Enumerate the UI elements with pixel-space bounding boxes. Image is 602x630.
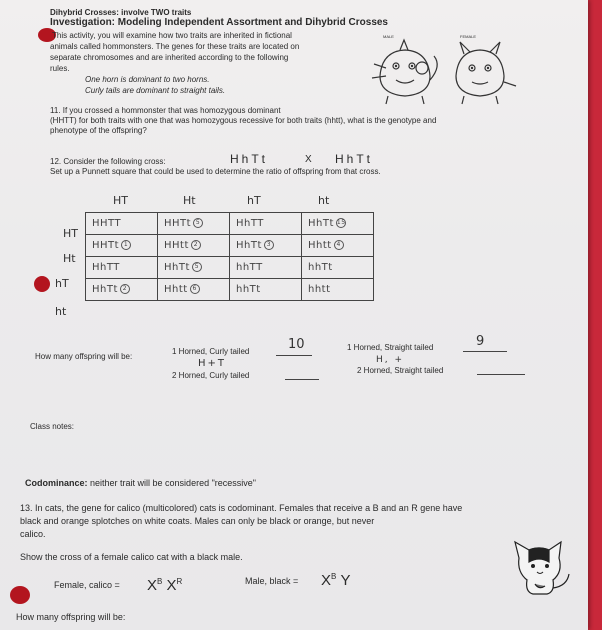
q11-line-3: phenotype of the offspring?: [50, 126, 147, 135]
punnett-cell: Hhtt 4: [302, 235, 374, 257]
answer-blank: [477, 374, 525, 375]
class-notes-label: Class notes:: [30, 422, 75, 431]
q13-how-many: How many offspring will be:: [16, 612, 126, 622]
q13-line-1: 13. In cats, the gene for calico (multicolored) cats is codominant. Females that receive a B and an R gene have: [20, 503, 463, 513]
q13-line-3: calico.: [20, 529, 46, 539]
answer-blank: [463, 351, 507, 352]
q11-line-2: (HHTT) for both traits with one that was homozygous recessive for both traits (hhtt), what is the genotype and: [50, 116, 437, 125]
cross-right: HhTt: [335, 152, 374, 166]
cross-left: HhTt: [230, 152, 269, 166]
offspring-a-label: 1 Horned, Curly tailed: [172, 347, 250, 356]
female-label: FEMALE: [460, 34, 477, 39]
punnett-cell: Hhtt 6: [158, 279, 230, 301]
codominance-label: Codominance:: [25, 478, 88, 488]
title-line2: Investigation: Modeling Independent Assortment and Dihybrid Crosses: [50, 17, 388, 28]
red-dot-marker: [34, 276, 50, 292]
punnett-cell: HHTt 1: [86, 235, 158, 257]
punnett-cell: HHTT: [86, 213, 158, 235]
punnett-cell: HhTt 5: [158, 257, 230, 279]
q13-line-2: black and orange splotches on white coats. Males can only be black or orange, but never: [20, 516, 375, 526]
offspring-a-note: H+T: [198, 358, 227, 369]
title-line1: Dihybrid Crosses: involve TWO traits: [50, 8, 192, 17]
answer-blank: [276, 355, 312, 356]
punnett-col-header: HT: [113, 194, 128, 207]
hommonster-illustration: [360, 36, 520, 108]
punnett-col-header: Ht: [183, 194, 196, 207]
offspring-question: How many offspring will be:: [35, 352, 133, 361]
q12-setup: Set up a Punnett square that could be used to determine the ratio of offspring from that cross.: [50, 167, 381, 176]
codominance-line: [25, 478, 256, 489]
punnett-row-header: HT: [63, 227, 78, 240]
q13-show: Show the cross of a female calico cat with a black male.: [20, 552, 243, 562]
q12-prompt: 12. Consider the following cross:: [50, 157, 166, 166]
male-genotype: $X^B$ Y: [321, 572, 351, 589]
punnett-row-header: hT: [55, 277, 69, 290]
female-genotype: $X^B$ $X^R$: [147, 577, 183, 594]
punnett-cell: HhTt 3: [230, 235, 302, 257]
answer-blank: [285, 379, 319, 380]
cross-x: X: [305, 154, 312, 165]
punnett-cell: HhTT: [86, 257, 158, 279]
punnett-square: [85, 212, 374, 301]
rule-1: One horn is dominant to two horns.: [85, 75, 210, 84]
codominance-text: neither trait will be considered "recessive": [87, 478, 256, 488]
punnett-cell: HhTT: [230, 213, 302, 235]
punnett-col-header: hT: [247, 194, 261, 207]
rule-2: Curly tails are dominant to straight tails.: [85, 86, 226, 95]
offspring-c-label: 1 Horned, Straight tailed: [347, 343, 434, 352]
punnett-cell: hhTt: [230, 279, 302, 301]
q11-line-1: 11. If you crossed a hommonster that was homozygous dominant: [50, 106, 281, 115]
punnett-cell: hhtt: [302, 279, 374, 301]
red-dot-marker: [10, 586, 30, 604]
intro-line-1: This activity, you will examine how two traits are inherited in fictional: [52, 31, 292, 40]
offspring-b-label: 2 Horned, Curly tailed: [172, 371, 250, 380]
punnett-cell: HhTt 2: [86, 279, 158, 301]
punnett-row-header: ht: [55, 305, 67, 318]
punnett-col-header: ht: [318, 194, 330, 207]
punnett-cell: HhTt 15: [302, 213, 374, 235]
male-label: Male, black =: [245, 576, 299, 586]
female-label: Female, calico =: [54, 580, 120, 590]
offspring-a-answer: 10: [288, 337, 305, 352]
offspring-d-label: 2 Horned, Straight tailed: [357, 366, 444, 375]
punnett-cell: HHTt 5: [158, 213, 230, 235]
offspring-c-note: H, +: [376, 355, 405, 365]
intro-line-3: separate chromosomes and are inherited according to the following: [50, 53, 289, 62]
calico-cat-illustration: [505, 528, 575, 598]
male-label: MALE: [383, 34, 394, 39]
punnett-row-header: Ht: [63, 252, 76, 265]
punnett-cell: HHtt 2: [158, 235, 230, 257]
offspring-c-answer: 9: [476, 334, 485, 349]
intro-line-4: rules.: [50, 64, 70, 73]
punnett-cell: hhTT: [230, 257, 302, 279]
intro-line-2: animals called hommonsters. The genes for these traits are located on: [50, 42, 300, 51]
punnett-cell: hhTt: [302, 257, 374, 279]
